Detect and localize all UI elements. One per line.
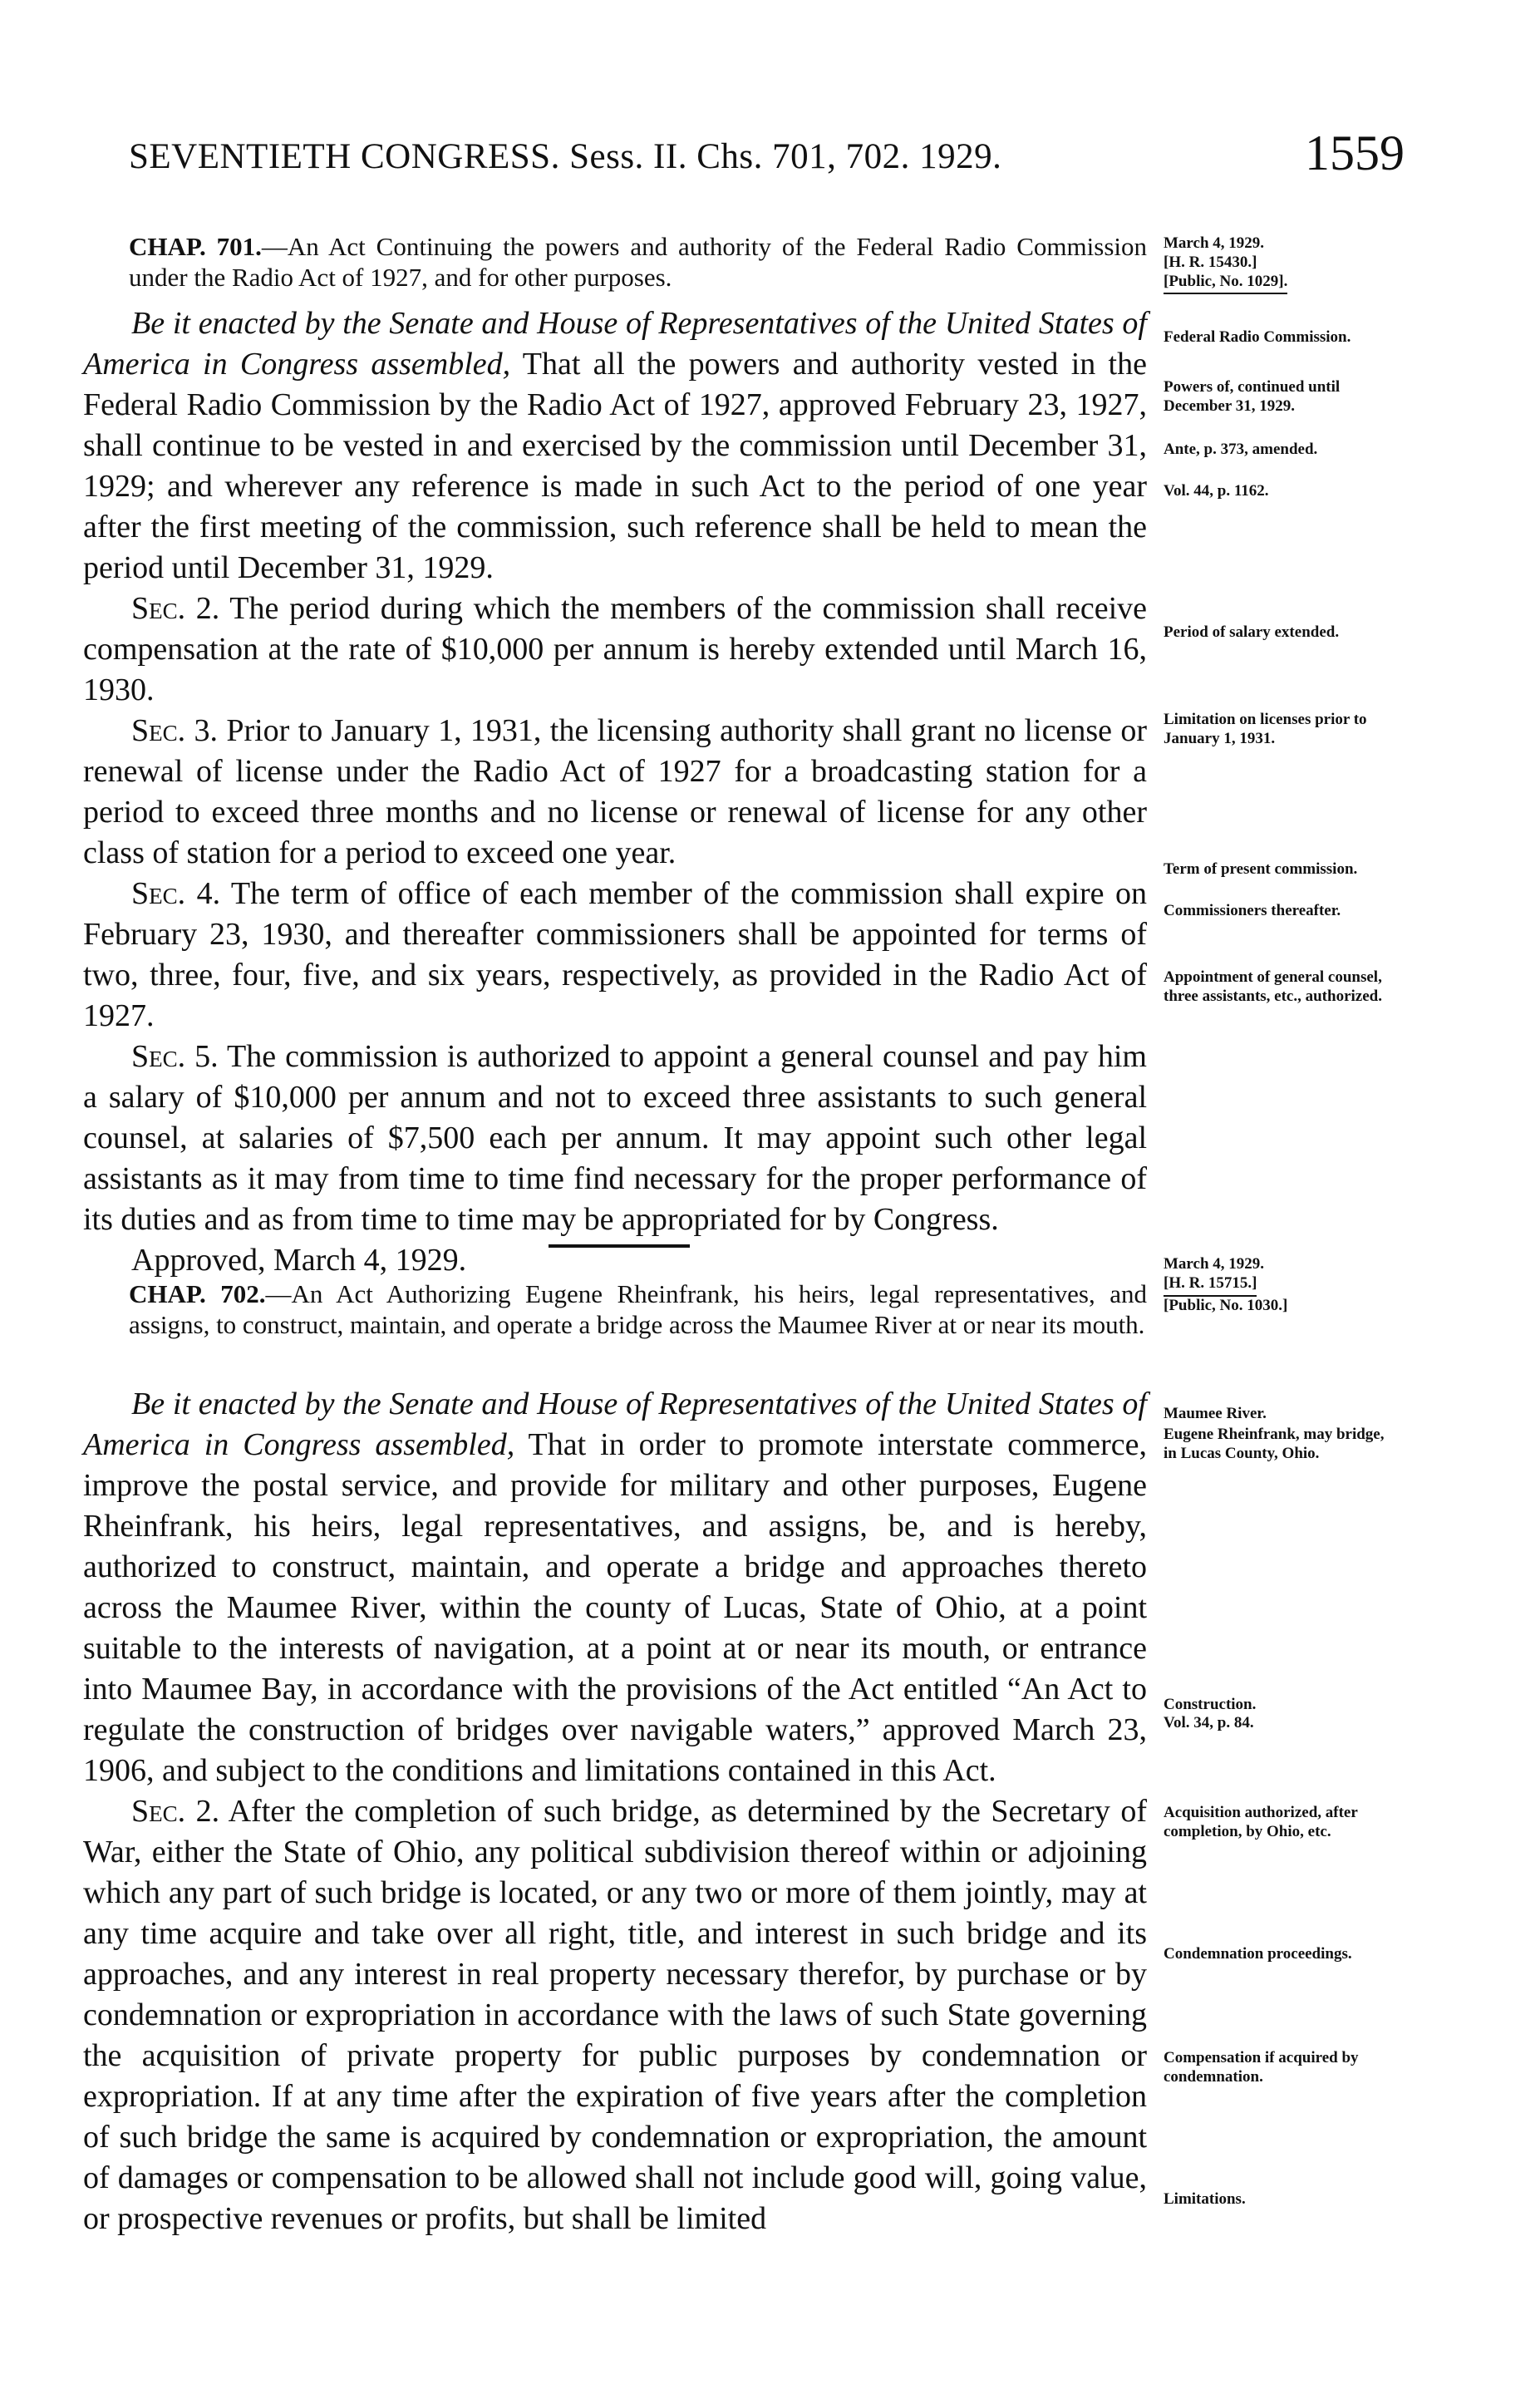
chap702-body [83, 1384, 1147, 2239]
chap701-sec2-label: Sec. 2. [131, 591, 220, 627]
running-head [129, 125, 1405, 191]
chap702-sec2-label: Sec. 2. [131, 1794, 220, 1830]
chap701-body [83, 303, 1147, 1281]
note-powers-continued: Powers of, continued until December 31, 1929. [1164, 378, 1341, 415]
chap702-hr: [H. R. 15715.] [1164, 1274, 1257, 1297]
chap701-public: [Public, No. 1029]. [1164, 273, 1287, 295]
chap701-sec3-label: Sec. 3. [131, 713, 218, 749]
chap701-sec5: The commission is authorized to appoint a general counsel and pay him a salary of $10,000 per annum and not to exceed three assistants to such general counsel, at salaries of $7,500 each per annum. It may appoint such other legal assistants as it may from time to time find necessary for the proper performance of its duties and as from time to time may be appropriated for by Congress. [83, 1039, 1147, 1238]
note-ante-amended: Ante, p. 373, amended. [1164, 441, 1318, 458]
chap701-hr: [H. R. 15430.] [1164, 253, 1257, 271]
chap701-number: CHAP. 701. [129, 232, 262, 261]
chap701-date: March 4, 1929. [1164, 234, 1265, 252]
chap701-sec4: The term of office of each member of the commission shall expire on February 23, 1930, and thereafter commissioners shall be appointed for terms of two, three, four, five, and six years, respectively, as provided in the Radio Act of 1927. [83, 876, 1147, 1034]
chap701-sec5-label: Sec. 5. [131, 1039, 219, 1075]
note-commissioners-thereafter: Commissioners thereafter. [1164, 902, 1341, 919]
chap702-number: CHAP. 702. [129, 1279, 266, 1308]
chap702-citation [1164, 1255, 1396, 1315]
chap702-date: March 4, 1929. [1164, 1255, 1265, 1273]
note-general-counsel: Appointment of general counsel, three assistants, etc., authorized. [1164, 968, 1382, 1005]
chap701-sec2: The period during which the members of the commission shall receive compensation at the rate of $10,000 per annum is hereby extended until March 16, 1930. [83, 591, 1147, 708]
chap701-approved: Approved, March 4, 1929. [131, 1243, 467, 1278]
note-rheinfrank-bridge: Eugene Rheinfrank, may bridge, in Lucas County, Ohio. [1164, 1426, 1385, 1462]
note-vol34: Vol. 34, p. 84. [1164, 1714, 1254, 1731]
note-construction: Construction. [1164, 1696, 1257, 1713]
chapter-divider [549, 1244, 690, 1248]
chap701-heading [129, 231, 1147, 293]
chap701-enacting-clause: Be it enacted by the Senate and House of Representatives of the United States of America in Congress assembled, [83, 306, 1147, 382]
note-limitations: Limitations. [1164, 2190, 1246, 2208]
note-acquisition: Acquisition authorized, after completion, by Ohio, etc. [1164, 1804, 1358, 1840]
note-federal-radio-commission: Federal Radio Commission. [1164, 328, 1351, 346]
note-maumee-river: Maumee River. [1164, 1405, 1267, 1422]
chap701-title: —An Act Continuing the powers and authority of the Federal Radio Commission under the Radio Act of 1927, and for other purposes. [129, 232, 1147, 293]
note-limitation-licenses: Limitation on licenses prior to January 1, 1931. [1164, 711, 1367, 747]
chap702-title: —An Act Authorizing Eugene Rheinfrank, his heirs, legal representatives, and assigns, to construct, maintain, and operate a bridge across the Maumee River at or near its mouth. [129, 1279, 1147, 1340]
note-vol44: Vol. 44, p. 1162. [1164, 482, 1269, 500]
page-number: 1559 [1305, 126, 1405, 180]
note-compensation: Compensation if acquired by condemnation. [1164, 2049, 1359, 2086]
chap702-para1: That in order to promote interstate commerce, improve the postal service, and provide for military and other purposes, Eugene Rheinfrank, his heirs, legal representatives, and assigns, be, and is hereby, authorized to construct, maintain, and operate a bridge and approaches thereto across the Maumee River, within the county of Lucas, State of Ohio, at a point suitable to the interests of navigation, at a point at or near its mouth, or entrance into Maumee Bay, in accordance with the provisions of the Act entitled “An Act to regulate the construction of bridges over navigable waters,” approved March 23, 1906, and subject to the conditions and limitations contained in this Act. [83, 1427, 1147, 1789]
chap701-sec3: Prior to January 1, 1931, the licensing authority shall grant no license or renewal of license under the Radio Act of 1927 for a broadcasting station for a period to exceed three months and no license or renewal of license for any other class of station for a period to exceed one year. [83, 713, 1147, 871]
chap701-para1: That all the powers and authority vested in the Federal Radio Commission by the Radio Act of 1927, approved February 23, 1927, shall continue to be vested in and exercised by the commission until December 31, 1929; and wherever any reference is made in such Act to the period of one year after the first meeting of the commission, such reference shall be held to mean the period until December 31, 1929. [83, 347, 1147, 586]
chap702-sec2: After the completion of such bridge, as determined by the Secretary of War, either the State of Ohio, any political subdivision thereof within or adjoining which any part of such bridge is located, or any two or more of them jointly, may at any time acquire and take over all right, title, and interest in such bridge and its approaches, and any interest in real property necessary therefor, by purchase or by condemnation or expropriation in accordance with the laws of such State governing the acquisition of private property for public purposes by condemnation or expropriation. If at any time after the expiration of five years after the completion of such bridge the same is acquired by condemnation or expropriation, the amount of damages or compensation to be allowed shall not include good will, going value, or prospective revenues or profits, but shall be limited [83, 1794, 1147, 2237]
chap702-enacting-clause: Be it enacted by the Senate and House of Representatives of the United States of America in Congress assembled, [83, 1387, 1147, 1463]
chap702-public: [Public, No. 1030.] [1164, 1296, 1288, 1314]
note-salary-extended: Period of salary extended. [1164, 623, 1340, 641]
note-term-present-commission: Term of present commission. [1164, 860, 1358, 878]
chap701-sec4-label: Sec. 4. [131, 876, 221, 912]
note-condemnation-proceedings: Condemnation proceedings. [1164, 1945, 1352, 1963]
running-head-title: SEVENTIETH CONGRESS. Sess. II. Chs. 701, 702. 1929. [129, 137, 1002, 176]
chap702-heading [129, 1278, 1147, 1340]
chap701-citation [1164, 234, 1396, 294]
